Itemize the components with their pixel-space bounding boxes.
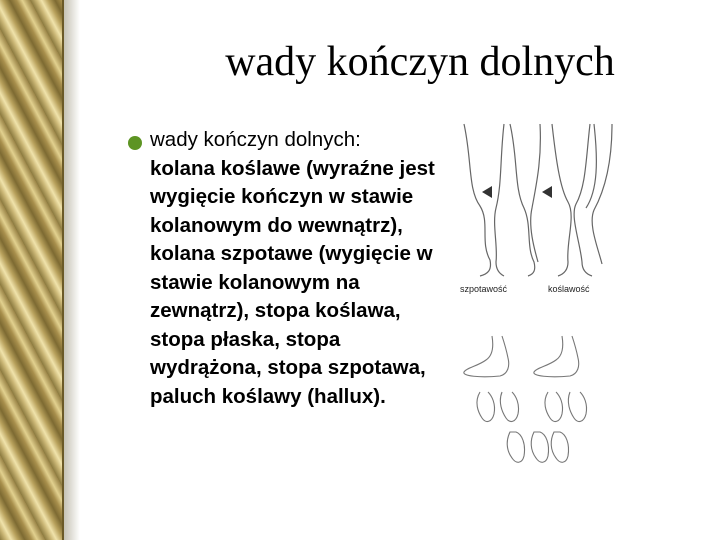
sidebar-shadow — [64, 0, 80, 540]
caption-right: koślawość — [548, 284, 590, 294]
legs-illustration-icon — [452, 110, 618, 300]
bullet-icon — [128, 136, 142, 150]
caption-left: szpotawość — [460, 284, 508, 294]
feet-illustration — [452, 316, 618, 528]
legs-illustration — [452, 110, 618, 300]
slide-title: wady kończyn dolnych — [225, 39, 615, 85]
decorative-gold-sidebar — [0, 0, 64, 540]
arrow-icon — [482, 186, 492, 198]
bullet-lead: wady kończyn dolnych: — [150, 128, 361, 151]
arrow-icon — [542, 186, 552, 198]
bullet-body: kolana koślawe (wyraźne jest wygięcie kończyn w stawie kolanowym do wewnątrz), kolana szpotawe (wygięcie w stawie kolanowym na zewnątrz), stopa koślawa, stopa płaska, stopa wydrążona, stopa szpotawa, paluch koślawy (hallux). — [150, 156, 435, 408]
bullet-text — [150, 126, 435, 411]
feet-illustration-icon — [452, 316, 618, 528]
